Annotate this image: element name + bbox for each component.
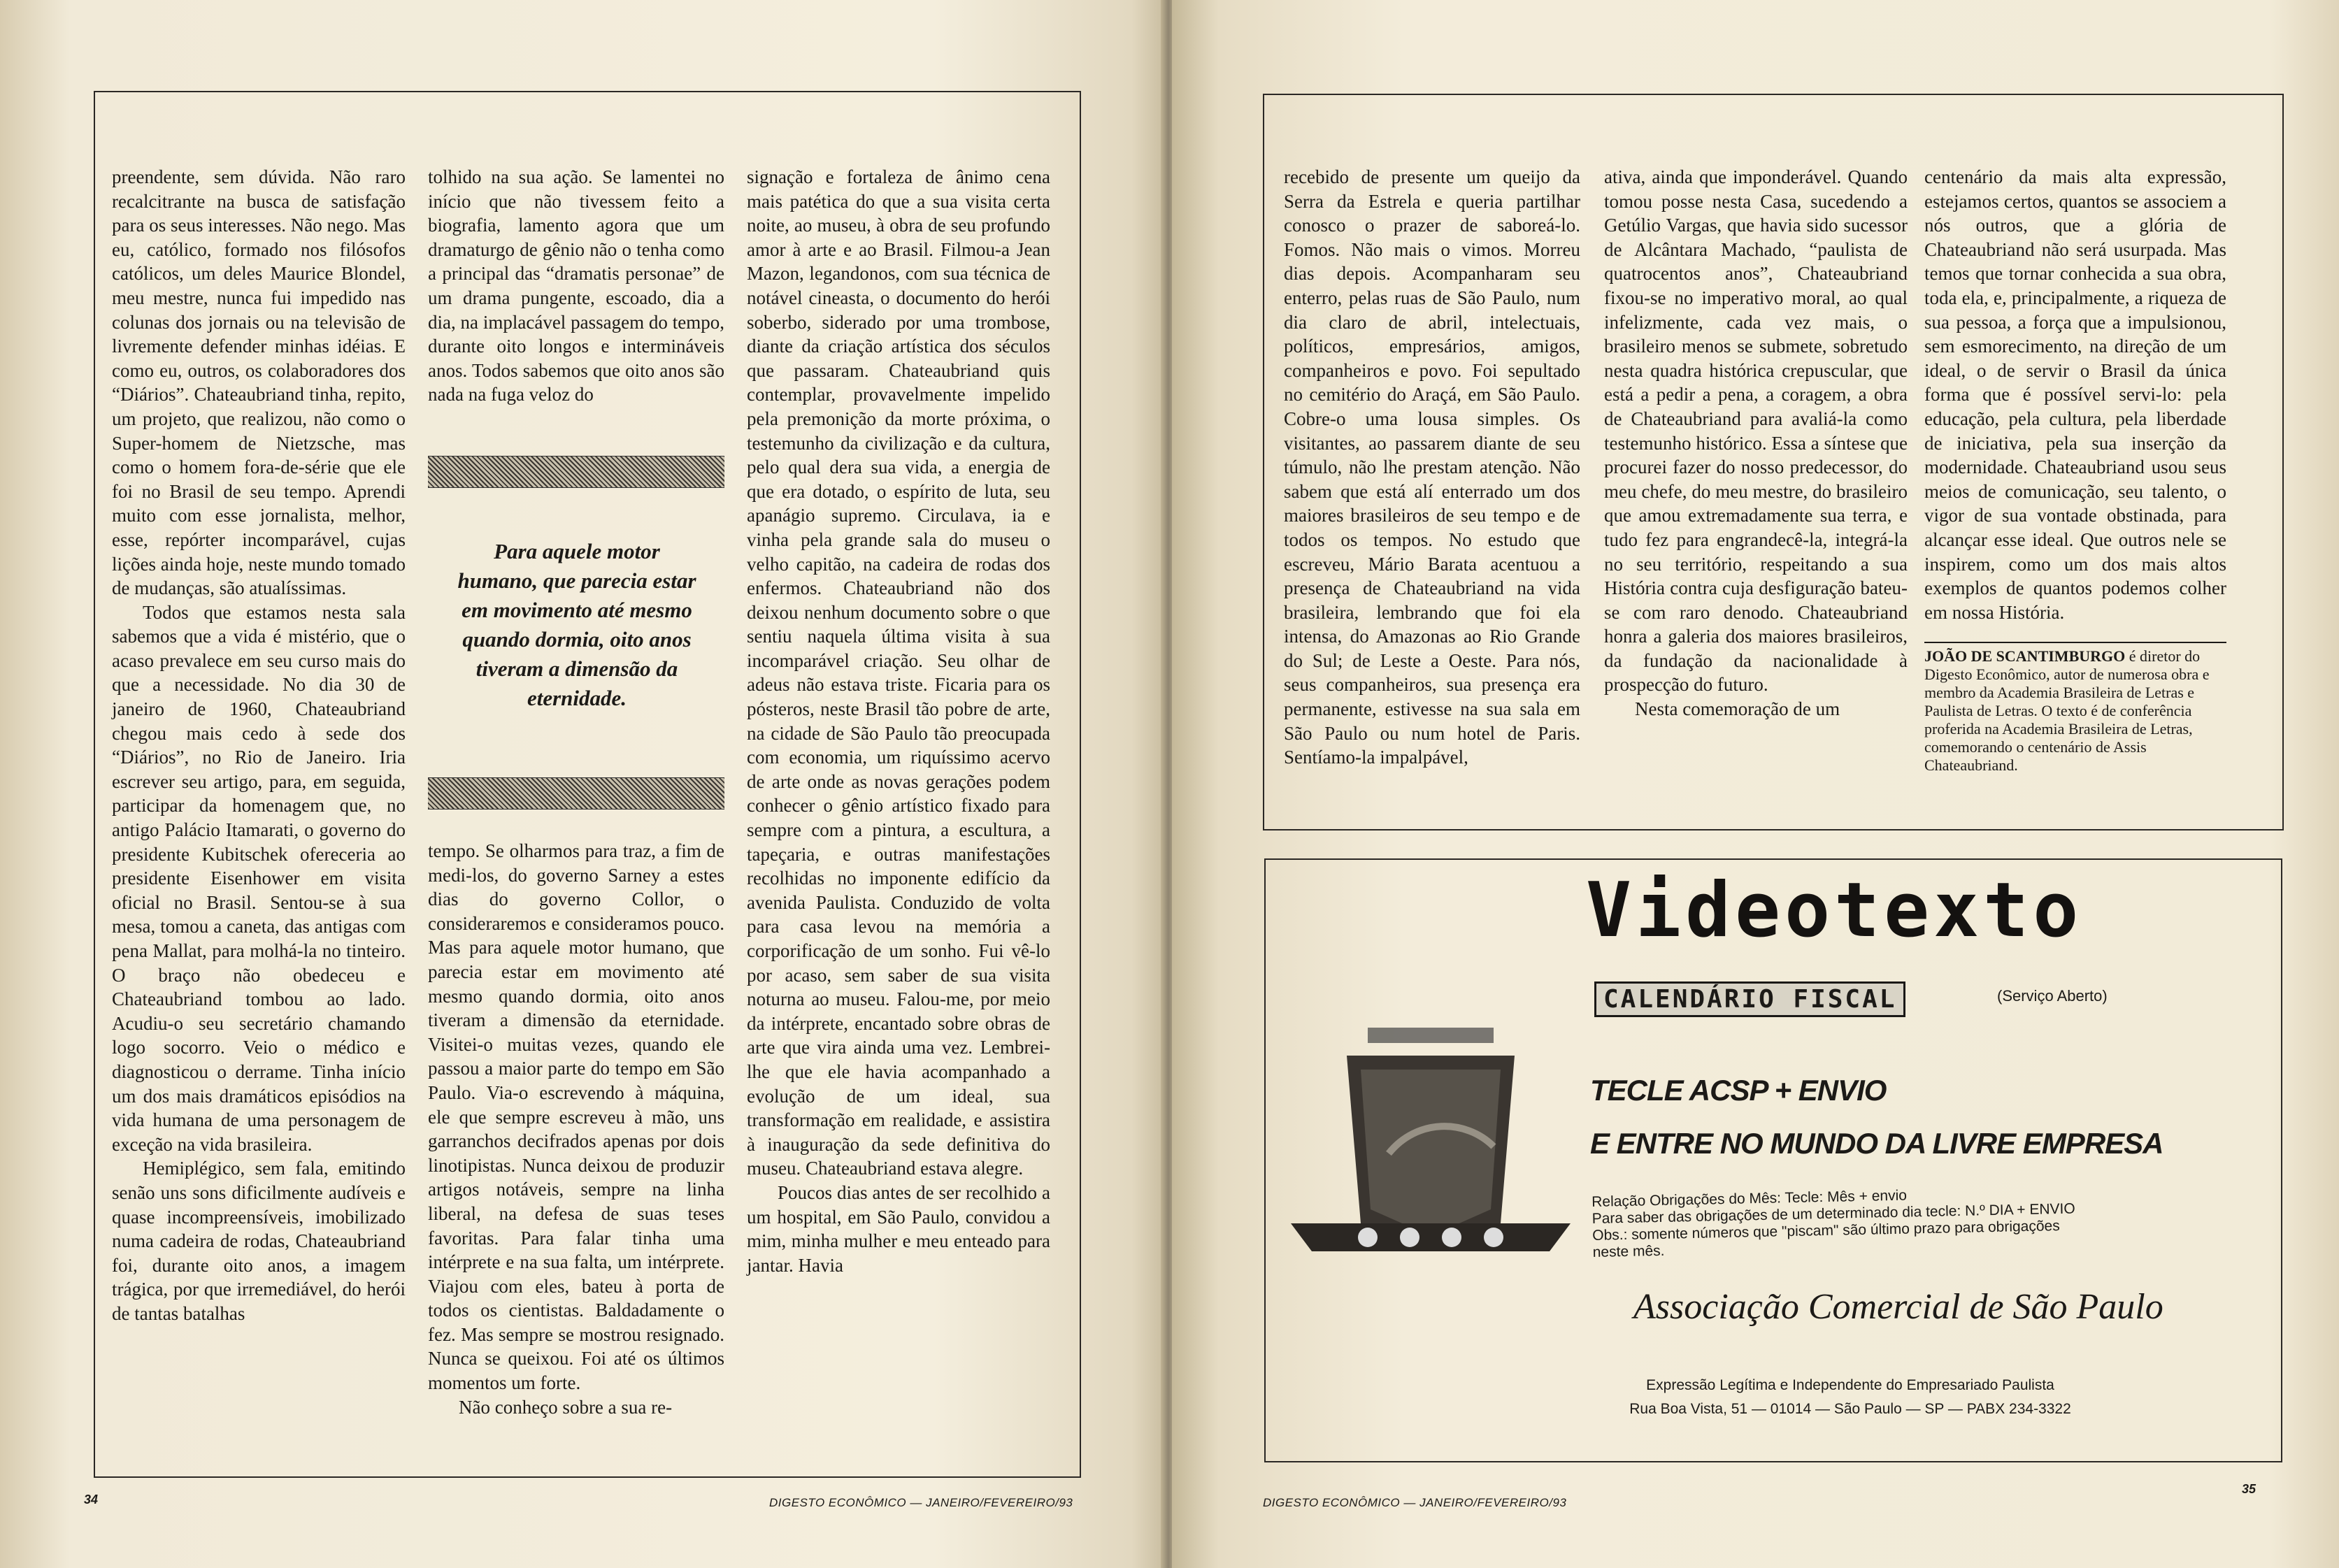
author-rule [1924, 642, 2226, 643]
author-note [1924, 647, 2226, 775]
article-column-3 [747, 165, 1050, 1277]
article-column-2 [1604, 165, 1908, 721]
author-bio: é diretor do Digesto Econômico, autor de numerosa obra e membro da Academia Brasileira de Letras e Paulista de Letras. O texto é de conferência proferida na Academia Brasileira de Letras, comemorando o centenário de Assis Chateaubriand. [1924, 647, 2210, 774]
paragraph: recebido de presente um queijo da Serra da Estrela e queria partilhar conosco o prazer de saboreá-lo. Fomos. Não mais o vimos. Morreu dias depois. Acompanharam seu enterro, pelas ruas de São Paulo, num dia claro de abril, intelectuais, políticos, empresários, amigos, companheiros e povo. Foi sepultado no cemitério do Araçá, em São Paulo. Cobre-o uma lousa simples. Os visitantes, ao passarem diante de seu túmulo, não lhe prestam atenção. Não sabem que está alí enterrado um dos maiores brasileiros de seu tempo e de todos os tempos. No estudo que escreveu, Mário Barata acentuou a presença de Chateaubriand na vida brasileira, lembrando que foi ela intensa, do Amazonas ao Rio Grande do Sul; de Leste a Oeste. Para nós, seus companheiros, sua presença era permanente, estivesse na sua sala em São Paulo ou num hotel de Paris. Sentíamo-la impalpável, [1284, 166, 1580, 768]
ad-association-signature: Associação Comercial de São Paulo [1633, 1287, 2163, 1327]
ad-title: Videotexto [1586, 867, 2083, 954]
paragraph: Todos que estamos nesta sala sabemos que a vida é mistério, que o acaso prevalece em seu curso mais do que a necessidade. No dia 30 de janeiro de 1960, Chateaubriand chegou mais cedo à sede dos “Diários”, no Rio de Janeiro. Iria escrever seu artigo, para, em seguida, participar da homenagem que, no antigo Palácio Itamarati, o governo do presidente Kubitschek ofereceria ao presidente Eisenhower em visita oficial no Brasil. Sentou-se à sua mesa, tomou a caneta, das antigas com pena Mallat, para molhá-la no tinteiro. O braço não obedeceu e Chateaubriand tombou ao lado. Acudiu-o seu secretário chamando logo socorro. Veio o médico e diagnosticou o derrame. Tinha início um dos mais dramáticos episódios na vida humana de uma personagem de exceção na vida brasileira. [112, 601, 406, 1155]
ad-calendar-banner: CALENDÁRIO FISCAL [1594, 981, 1905, 1017]
pullquote-bar-bottom [428, 777, 724, 810]
paragraph: Nesta comemoração de um [1635, 698, 1840, 720]
ad-headline: E ENTRE NO MUNDO DA LIVRE EMPRESA [1590, 1127, 2163, 1160]
ad-service-note: (Serviço Aberto) [1997, 987, 2108, 1005]
paragraph: tolhido na sua ação. Se lamentei no início que não tivessem feito a biografia, lamento agora que um dramaturgo de gênio não o tenha como a principal das “dramatis personae” de um drama pungente, escoado, dia a dia, na implacável passagem do tempo, durante oito longos e intermináveis anos. Todos sabemos que oito anos são nada na fuga veloz do [428, 166, 724, 405]
acsp-logo-icon [1284, 1014, 1578, 1272]
pullquote: Para aquele motor humano, que parecia estar em movimento até mesmo quando dormia, oito anos tiveram a dimensão da eternidade. [457, 539, 696, 710]
paragraph: centenário da mais alta expressão, estejamos certos, quantos se associem a nós outros, que a glória de Chateaubriand não será usurpada. Mas temos que tornar conhecida a sua obra, toda ela, e, principalmente, a riqueza de sua pessoa, a força que a impulsionou, sem esmorecimento, na direção de um ideal, o de servir o Brasil da única forma que é possível servi-lo: pela educação, pela cultura, pela liberdade de iniciativa, pela sua inserção da modernidade. Chateaubriand usou seus meios de comunicação, seu talento, o vigor de sua vontade obstinada, para alcançar esse ideal. Que outros nele se inspirem, como um dos mais altos exemplos de quantos podemos colher em nossa História. [1924, 166, 2226, 623]
author-name: JOÃO DE SCANTIMBURGO [1924, 647, 2126, 665]
article-column-3 [1924, 165, 2226, 624]
ad-tagline: Expressão Legítima e Independente do Empresariado Paulista [1646, 1377, 2054, 1393]
page-footer: DIGESTO ECONÔMICO — JANEIRO/FEVEREIRO/93 [1263, 1496, 1567, 1509]
paragraph: preendente, sem dúvida. Não raro recalcitrante na busca de satisfação para os seus interesses. Não nego. Mas eu, católico, formado nos filósofos católicos, um deles Maurice Blondel, meu mestre, nunca fui impedido nas colunas dos jornais ou na televisão de livremente defender minhas idéias. E como eu, outros, os colaboradores dos “Diários”. Chateaubriand tinha, repito, um projeto, que realizou, não como o Super-homem de Nietzsche, mas como o homem fora-de-série que ele foi no Brasil de seu tempo. Aprendi muito com esse jornalista, melhor, esse, repórter incomparável, cujas lições ainda hoje, neste mundo tomado de mudanças, são atualíssimas. [112, 166, 406, 599]
page-number: 35 [2242, 1482, 2256, 1496]
pullquote-bar-top [428, 456, 724, 488]
paragraph: ativa, ainda que imponderável. Quando tomou posse nesta Casa, sucedendo a Getúlio Vargas, que havia sido sucessor de Alcântara Machado, “paulista de quatrocentos anos”, Chateaubriand fixou-se no imperativo moral, ao qual infelizmente, cada vez mais, o brasileiro menos se submete, sobretudo nesta quadra histórica crepuscular, que está a pedir a pena, a coragem, a obra de Chateaubriand para avaliá-la como testemunho histórico. Essa a síntese que procurei fazer do nosso predecessor, do meu chefe, do meu mestre, do brasileiro que amou extremadamente sua terra, e tudo fez para engrandecê-la, integrá-la no seu território, respeitando a sua História contra cuja desfiguração bateu-se com raro denodo. Chateaubriand honra a galeria dos maiores brasileiros, da fundação da nacionalidade à prospecção do futuro. [1604, 166, 1908, 696]
ad-call-to-action: TECLE ACSP + ENVIO [1590, 1074, 1887, 1107]
paragraph: Não conheço sobre a sua re- [459, 1396, 673, 1418]
paragraph: Hemiplégico, sem fala, emitindo senão uns sons dificilmente audíveis e quase incompreensíveis, imobilizado numa cadeira de rodas, Chateaubriand foi, durante oito anos, a imagem trágica, por que irremediável, do herói de tantas batalhas [112, 1158, 406, 1324]
article-column-2-bottom [428, 839, 724, 1419]
article-column-1 [112, 165, 406, 1326]
page-footer: DIGESTO ECONÔMICO — JANEIRO/FEVEREIRO/93 [769, 1496, 1073, 1509]
article-column-1 [1284, 165, 1580, 770]
paragraph: Poucos dias antes de ser recolhido a um hospital, em São Paulo, convidou a mim, minha mulher e meu enteado para jantar. Havia [747, 1181, 1050, 1276]
paragraph: signação e fortaleza de ânimo cena mais patética do que a sua visita certa noite, ao museu, à obra de seu profundo amor à arte e ao Brasil. Filmou-a Jean Mazon, legandonos, com sua técnica de notável cineasta, o documento do herói soberbo, siderado por uma trombose, diante da criação artística dos séculos que passaram. Chateaubriand quis contemplar, provavelmente impelido pela premonição da morte próxima, o testemunho da civilização e da cultura, pelo qual dera sua vida, a energia de que era dotado, o espírito de luta, seu apanágio supremo. Circulava, ia e vinha pela grande sala do museu o velho capitão, na cadeira de rodas dos enfermos. Chateaubriand não dos deixou nenhum documento sobre o que sentiu naquela última visita à sua incomparável criação. Seu olhar de adeus não estava triste. Ficaria para os pósteros, neste Brasil tão pobre de arte, na cidade de São Paulo tão preocupada com economia, um riquíssimo acervo de arte onde as novas gerações podem conhecer o gênio artístico fixado para sempre com a pintura, a escultura, a tapeçaria, e outras manifestações recolhidas no imponente edifício da avenida Paulista. Conduzido de volta para casa levou na memória a corporificação de um sonho. Fui vê-lo por acaso, sem saber de sua visita noturna ao museu. Falou-me, por meio da intérprete, encantado sobre obras de arte que vira ainda uma vez. Lembrei-lhe que ele havia acompanhado a evolução de um ideal, sua transformação em realidade, e assistira à inauguração da sede definitiva do museu. Chateaubriand estava alegre. [747, 166, 1050, 1179]
ad-instructions: Relação Obrigações do Mês: Tecle: Mês + envio Para saber das obrigações de um determinado dia tecle: N.º DIA + ENVIO Obs.: somente números que "piscam" são último prazo para obrigações neste mês. [1591, 1187, 2075, 1260]
left-page [0, 0, 1166, 1568]
ad-address: Rua Boa Vista, 51 — 01014 — São Paulo — SP — PABX 234-3322 [1629, 1401, 2071, 1417]
page-number: 34 [84, 1493, 99, 1506]
article-column-2-top [428, 165, 724, 407]
paragraph: tempo. Se olharmos para traz, a fim de medi-los, do governo Sarney a estes dias do governo Collor, o consideraremos e consideramos pouco. Mas para aquele motor humano, que parecia estar em movimento até mesmo quando dormia, oito anos tiveram a dimensão da eternidade. Visitei-o muitas vezes, quando ele passou a maior parte do tempo em São Paulo. Via-o escrevendo à máquina, ele que sempre escreveu à mão, uns garranchos decifrados apenas por dois linotipistas. Nunca deixou de produzir artigos notáveis, sempre na linha liberal, na defesa de suas teses favoritas. Para falar tinha uma intérprete e na sua falta, um intérprete. Viajou com eles, bateu à porta de todos os cientistas. Baldadamente o fez. Mas sempre se mostrou resignado. Nunca se queixou. Foi até os últimos momentos um forte. [428, 840, 724, 1394]
right-page [1172, 0, 2339, 1568]
